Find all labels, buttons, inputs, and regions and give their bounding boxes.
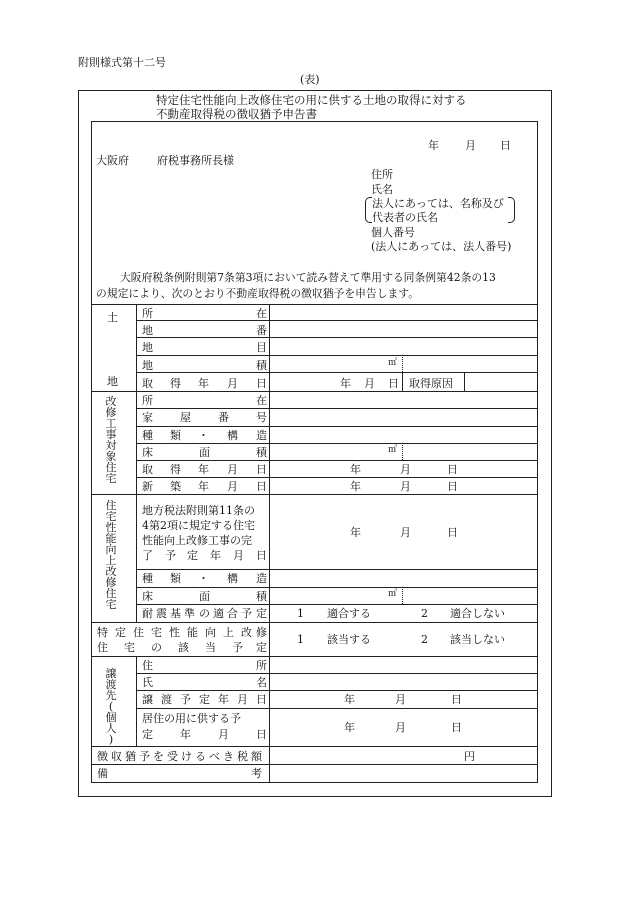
land-group-top: 土 — [107, 311, 118, 324]
residence-line1: 居住の用に供する予 — [142, 712, 241, 725]
tax-9: べ — [209, 750, 220, 763]
applicable-l2-4: 該 — [178, 641, 189, 654]
land-acq-1: 取 — [142, 377, 153, 390]
seismic-opt1-no[interactable]: 1 — [297, 607, 304, 620]
rule — [136, 408, 538, 409]
house-acq-5: 日 — [256, 463, 267, 476]
house-acq-4: 月 — [227, 463, 238, 476]
applicant-corp-id: (法人にあっては、法人番号) — [371, 240, 512, 253]
tax-10: き — [223, 750, 234, 763]
seismic-opt1-label[interactable]: 適合する — [327, 607, 371, 620]
applicable-l1-2: 定 — [115, 626, 126, 639]
tax-5: を — [153, 750, 164, 763]
completion-line4-2: 予 — [165, 549, 176, 562]
seismic-opt2-no[interactable]: 2 — [421, 607, 428, 620]
residence-l2-2: 年 — [180, 728, 191, 741]
house-floor-3: 積 — [256, 446, 267, 459]
land-location-a: 所 — [142, 307, 153, 320]
rule — [136, 426, 538, 427]
rule — [91, 746, 538, 747]
tax-12: 額 — [251, 750, 262, 763]
house-floor-2: 面 — [199, 446, 210, 459]
rule — [136, 656, 137, 746]
applicant-name-label: 氏名 — [371, 183, 393, 196]
rule — [91, 622, 538, 623]
improved-type-5: 造 — [256, 572, 267, 585]
house-built-day[interactable]: 日 — [447, 480, 458, 493]
date-day[interactable]: 日 — [500, 139, 511, 152]
applicable-l1-3: 住 — [133, 626, 144, 639]
applicable-l2-1: 住 — [97, 641, 108, 654]
house-acq-month[interactable]: 月 — [400, 463, 411, 476]
land-acq-3: 年 — [198, 377, 209, 390]
rule — [91, 494, 538, 495]
house-area-unit: ㎡ — [388, 445, 398, 455]
dotted-rule — [402, 355, 403, 372]
addressee-prefecture: 大阪府 — [96, 154, 129, 167]
completion-line3: 性能向上改修工事の完 — [142, 534, 252, 547]
transferee-name-a: 氏 — [142, 676, 153, 689]
improved-floor-3: 積 — [256, 590, 267, 603]
completion-line4-5: 月 — [233, 549, 244, 562]
house-acq-3: 年 — [198, 463, 209, 476]
land-acq-day[interactable]: 日 — [388, 377, 399, 390]
house-built-5: 日 — [256, 480, 267, 493]
date-year[interactable]: 年 — [428, 139, 439, 152]
rule — [136, 443, 538, 444]
land-lot-a: 地 — [142, 324, 153, 337]
applicable-opt2-label[interactable]: 該当しない — [450, 633, 505, 646]
house-type-3: ・ — [198, 429, 209, 442]
intro-line2: の規定により、次のとおり不動産取得税の徴収猶予を申告します。 — [96, 287, 420, 300]
land-acq-2: 得 — [170, 377, 181, 390]
house-built-3: 年 — [198, 480, 209, 493]
applicable-opt1-no[interactable]: 1 — [297, 633, 304, 646]
applicable-l1-10: 修 — [256, 626, 267, 639]
rule — [91, 391, 538, 392]
applicable-l2-3: の — [151, 641, 162, 654]
completion-line2: 4第2項に規定する住宅 — [142, 519, 255, 532]
rule — [136, 304, 137, 622]
land-group-bottom: 地 — [107, 375, 118, 388]
rule — [91, 304, 538, 305]
land-area-a: 地 — [142, 359, 153, 372]
rule — [136, 587, 538, 588]
applicant-address-label: 住所 — [371, 168, 393, 181]
improved-type-2: 類 — [170, 572, 181, 585]
applicable-l1-7: 向 — [205, 626, 216, 639]
residence-l2-3: 月 — [218, 728, 229, 741]
residence-month[interactable]: 月 — [395, 721, 406, 734]
completion-day[interactable]: 日 — [447, 526, 458, 539]
seismic-opt2-label[interactable]: 適合しない — [450, 607, 505, 620]
applicable-l1-4: 宅 — [151, 626, 162, 639]
rule — [136, 477, 538, 478]
house-acq-day[interactable]: 日 — [447, 463, 458, 476]
rule — [136, 320, 538, 321]
house-acq-year[interactable]: 年 — [350, 463, 361, 476]
house-built-4: 月 — [227, 480, 238, 493]
tax-1: 徴 — [97, 750, 108, 763]
transfer-day[interactable]: 日 — [451, 693, 462, 706]
applicant-corp-note1: 法人にあっては、名称及び — [372, 197, 504, 210]
house-number-4: 号 — [256, 411, 267, 424]
house-built-2: 築 — [170, 480, 181, 493]
house-number-1: 家 — [142, 411, 153, 424]
transfer-date-4: 定 — [199, 693, 210, 706]
rule — [464, 372, 465, 391]
transfer-date-2: 渡 — [161, 693, 172, 706]
residence-day[interactable]: 日 — [451, 721, 462, 734]
house-type-2: 類 — [170, 429, 181, 442]
intro-line1: 大阪府税条例附則第7条第3項において読み替えて準用する同条例第42条の13 — [120, 271, 496, 284]
tax-11: 税 — [237, 750, 248, 763]
rule — [136, 337, 538, 338]
completion-line4-4: 年 — [210, 549, 221, 562]
inner-frame — [91, 121, 538, 783]
land-acq-month[interactable]: 月 — [364, 377, 375, 390]
remarks-a: 備 — [97, 767, 108, 780]
rule — [136, 708, 538, 709]
land-area-unit: ㎡ — [388, 358, 398, 368]
house-acq-1: 取 — [142, 463, 153, 476]
seismic-5: の — [199, 607, 210, 620]
land-category-b: 目 — [256, 341, 267, 354]
land-reason-label: 取得原因 — [409, 377, 453, 390]
improved-group-label: 住 宅 性 能 向 上 改 修 住 宅 — [105, 499, 117, 611]
transferee-group-label: 譲 渡 先 ( 個 人 ) — [105, 667, 117, 746]
date-month[interactable]: 月 — [465, 139, 476, 152]
seismic-8: 予 — [241, 607, 252, 620]
seismic-6: 適 — [213, 607, 224, 620]
completion-year[interactable]: 年 — [350, 526, 361, 539]
applicable-opt2-no[interactable]: 2 — [421, 633, 428, 646]
transferee-name-b: 名 — [256, 676, 267, 689]
house-built-year[interactable]: 年 — [350, 480, 361, 493]
form-side: (表) — [300, 73, 320, 86]
improved-type-4: 構 — [227, 572, 238, 585]
improved-floor-2: 面 — [199, 590, 210, 603]
tax-7: け — [181, 750, 192, 763]
improved-type-1: 種 — [142, 572, 153, 585]
tax-4: 予 — [139, 750, 150, 763]
house-group-label: 改 修 工 事 対 象 住 宅 — [105, 395, 117, 485]
rule — [136, 569, 538, 570]
rule — [136, 372, 538, 373]
improved-area-unit: ㎡ — [388, 589, 398, 599]
form-title-line1: 特定住宅性能向上改修住宅の用に供する土地の取得に対する — [156, 93, 467, 107]
applicable-l1-9: 改 — [241, 626, 252, 639]
tax-2: 収 — [111, 750, 122, 763]
land-lot-b: 番 — [256, 324, 267, 337]
rule — [402, 372, 403, 391]
house-location-a: 所 — [142, 394, 153, 407]
land-category-a: 地 — [142, 341, 153, 354]
transferee-address-b: 所 — [256, 659, 267, 672]
seismic-1: 耐 — [142, 607, 153, 620]
transfer-date-7: 日 — [256, 693, 267, 706]
tax-unit: 円 — [464, 750, 475, 763]
residence-l2-4: 日 — [256, 728, 267, 741]
rule — [136, 355, 538, 356]
remarks-b: 考 — [251, 767, 262, 780]
transfer-month[interactable]: 月 — [395, 693, 406, 706]
dotted-rule — [402, 587, 403, 604]
applicable-l2-7: 定 — [256, 641, 267, 654]
improved-type-3: ・ — [198, 572, 209, 585]
completion-line4-3: 定 — [187, 549, 198, 562]
house-acq-2: 得 — [170, 463, 181, 476]
rule — [91, 656, 538, 657]
rule — [136, 673, 538, 674]
form-title-line2: 不動産取得税の徴収猶予申告書 — [156, 107, 317, 121]
land-acq-4: 月 — [227, 377, 238, 390]
rule — [269, 304, 270, 783]
house-number-3: 番 — [218, 411, 229, 424]
seismic-7: 合 — [227, 607, 238, 620]
house-built-1: 新 — [142, 480, 153, 493]
applicable-opt1-label[interactable]: 該当する — [327, 633, 371, 646]
land-acq-5: 日 — [256, 377, 267, 390]
house-floor-1: 床 — [142, 446, 153, 459]
transfer-date-6: 月 — [237, 693, 248, 706]
transfer-year[interactable]: 年 — [344, 693, 355, 706]
rule — [136, 690, 538, 691]
seismic-2: 震 — [156, 607, 167, 620]
applicable-l1-8: 上 — [223, 626, 234, 639]
transfer-date-5: 年 — [218, 693, 229, 706]
left-bracket — [365, 197, 372, 223]
dotted-rule — [402, 443, 403, 460]
residence-year[interactable]: 年 — [344, 721, 355, 734]
addressee-office: 府税事務所長様 — [157, 154, 234, 167]
rule — [136, 460, 538, 461]
tax-3: 猶 — [125, 750, 136, 763]
completion-line1: 地方税法附則第11条の — [142, 504, 255, 517]
seismic-3: 基 — [170, 607, 181, 620]
applicable-l2-6: 予 — [232, 641, 243, 654]
applicable-l1-1: 特 — [97, 626, 108, 639]
house-number-2: 屋 — [180, 411, 191, 424]
improved-floor-1: 床 — [142, 590, 153, 603]
transfer-date-1: 譲 — [142, 693, 153, 706]
applicable-l2-2: 宅 — [124, 641, 135, 654]
land-acq-year[interactable]: 年 — [340, 377, 351, 390]
applicable-l1-6: 能 — [187, 626, 198, 639]
tax-8: る — [195, 750, 206, 763]
completion-line4-6: 日 — [256, 549, 267, 562]
land-location-b: 在 — [256, 307, 267, 320]
transfer-date-3: 予 — [180, 693, 191, 706]
applicable-l1-5: 性 — [169, 626, 180, 639]
house-type-1: 種 — [142, 429, 153, 442]
form-number: 附則様式第十二号 — [78, 56, 166, 69]
house-built-month[interactable]: 月 — [400, 480, 411, 493]
seismic-4: 準 — [184, 607, 195, 620]
house-type-4: 構 — [227, 429, 238, 442]
transferee-address-a: 住 — [142, 659, 153, 672]
rule — [136, 604, 538, 605]
completion-month[interactable]: 月 — [400, 526, 411, 539]
land-area-b: 積 — [256, 359, 267, 372]
rule — [91, 764, 538, 765]
tax-6: 受 — [167, 750, 178, 763]
house-type-5: 造 — [256, 429, 267, 442]
right-bracket — [508, 197, 515, 223]
applicable-l2-5: 当 — [205, 641, 216, 654]
house-location-b: 在 — [256, 394, 267, 407]
seismic-9: 定 — [256, 607, 267, 620]
applicant-corp-note2: 代表者の氏名 — [372, 211, 438, 224]
applicant-id-label: 個人番号 — [371, 226, 415, 239]
residence-l2-1: 定 — [142, 728, 153, 741]
completion-line4-1: 了 — [142, 549, 153, 562]
